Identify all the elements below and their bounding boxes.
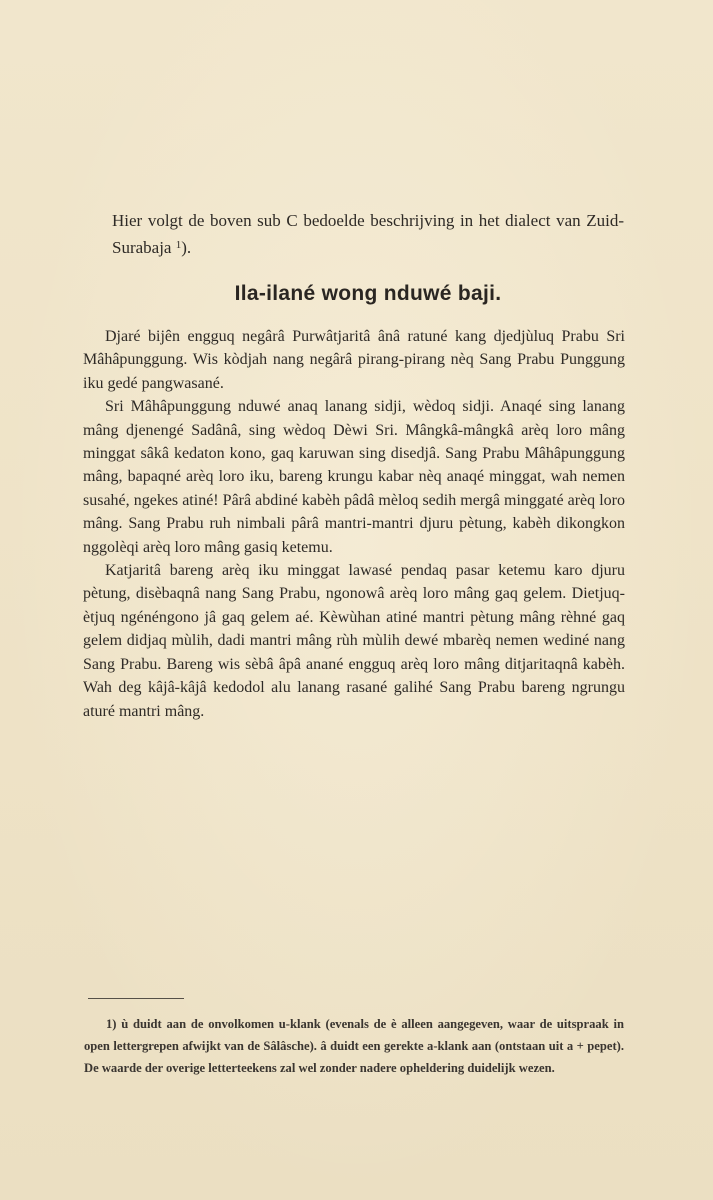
intro-tail: ). [181,238,192,257]
intro-text [112,207,624,261]
intro-sentence: Hier volgt de boven sub C bedoelde beschrijving in het dialect van Zuid-Surabaja [112,211,624,257]
story-body [83,325,625,723]
paragraph: Sri Mâhâpunggung nduwé anaq lanang sidji, wèdoq sidji. Anaqé sing lanang mâng djenengé Sadânâ, sing wèdoq Dèwi Sri. Mângkâ-mângkâ arèq loro mâng minggat sâkâ kedaton kono, gaq karuwan sing disedjâ. Sang Prabu Mâhâpunggung mâng, bapaqné arèq loro iku, bareng krungu kabar nèq anaqé minggat, wah nemen susahé, ngekes atiné! Pârâ abdiné kabèh pâdâ mèloq sedih mergâ minggaté arèq loro mâng. Sang Prabu ruh nimbali pârâ mantri-mantri djuru pètung, kabèh dikongkon nggolèqi arèq loro mâng gasiq ketemu. [83,398,625,556]
footnote-text: 1) ù duidt aan de onvolkomen u-klank (evenals de è alleen aangegeven, waar de uitspraak in open lettergrepen afwijkt van de Sâlâsche). â duidt een gerekte a-klank aan (ontstaan uit a + pepet). De waarde der overige letterteekens zal wel zonder nadere opheldering duidelijk wezen. [84,1017,624,1075]
footnote-divider [88,998,184,999]
footnote-reference: 1 [175,239,182,251]
footnote [84,1013,624,1079]
paragraph: Djaré bijên engguq negârâ Purwâtjaritâ ânâ ratuné kang djedjùluq Prabu Sri Mâhâpunggung. Wis kòdjah nang negârâ pirang-pirang nèq Sang Prabu Punggung iku gedé pangwasané. [83,328,625,392]
story-title: Ila-ilané wong nduwé baji. [234,282,502,305]
paragraph: Katjaritâ bareng arèq iku minggat lawasé pendaq pasar ketemu karo djuru pètung, disèbaqnâ nang Sang Prabu, ngonowâ arèq loro mâng gaq gelem. Dietjuq-ètjuq ngénéngono jâ gaq gelem aé. Kèwùhan atiné mantri pètung mâng rèhné gaq gelem didjaq mùlih, dadi mantri mâng rùh mùlih dewé mbarèq nemen wediné nang Sang Prabu. Bareng wis sèbâ âpâ anané engguq arèq loro mâng ditjaritaqnâ kabèh. Wah deg kâjâ-kâjâ kedodol alu lanang rasané galihé Sang Prabu bareng ngrungu aturé mantri mâng. [83,562,625,720]
